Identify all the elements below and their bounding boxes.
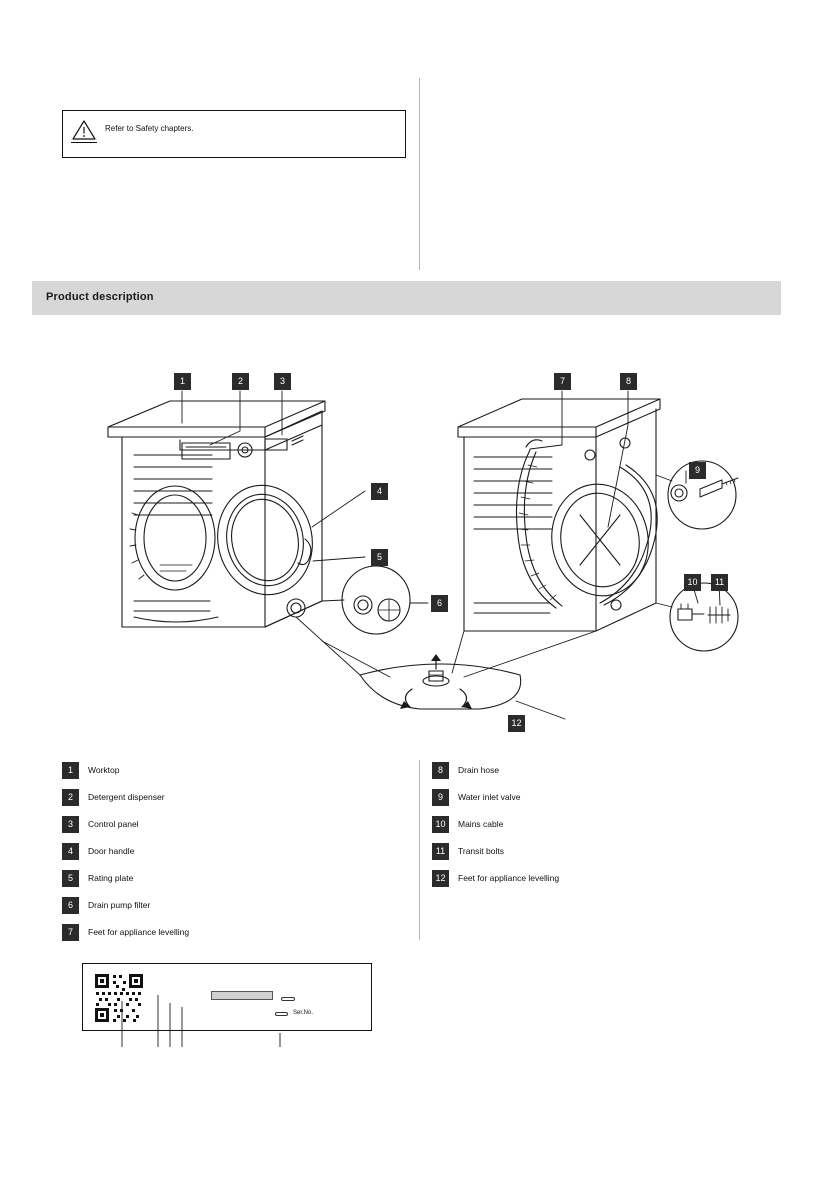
warning-heading-rule	[71, 142, 97, 143]
legend-chip-2: 2	[62, 789, 79, 806]
legend-chip-12: 12	[432, 870, 449, 887]
callout-2: 2	[232, 373, 249, 390]
legend-label-8: Drain hose	[458, 765, 500, 775]
legend-left	[62, 762, 392, 951]
legend-item	[62, 924, 392, 941]
legend-item	[432, 843, 762, 860]
legend-chip-10: 10	[432, 816, 449, 833]
legend-chip-4: 4	[62, 843, 79, 860]
legend-chip-3: 3	[62, 816, 79, 833]
legend-label-1: Worktop	[88, 765, 120, 775]
column-divider-top	[419, 78, 420, 270]
callout-5: 5	[371, 549, 388, 566]
rating-plate-leader-lines	[82, 985, 382, 1065]
legend-chip-7: 7	[62, 924, 79, 941]
callout-4: 4	[371, 483, 388, 500]
legend-label-11: Transit bolts	[458, 846, 504, 856]
warning-text: Refer to Safety chapters.	[105, 124, 194, 133]
section-banner	[32, 281, 781, 315]
column-divider-bottom	[419, 760, 420, 940]
legend-item	[62, 789, 392, 806]
product-description-figure	[60, 355, 780, 745]
legend-item	[432, 870, 762, 887]
legend-label-3: Control panel	[88, 819, 139, 829]
legend-label-9: Water inlet valve	[458, 792, 521, 802]
callout-6: 6	[431, 595, 448, 612]
legend-right	[432, 762, 762, 897]
legend-label-6: Drain pump filter	[88, 900, 151, 910]
legend-chip-11: 11	[432, 843, 449, 860]
section-title: Product description	[46, 291, 154, 303]
callout-8: 8	[620, 373, 637, 390]
callout-3: 3	[274, 373, 291, 390]
appliance-diagram	[60, 355, 780, 745]
callout-11: 11	[711, 574, 728, 591]
legend-item	[62, 897, 392, 914]
legend-chip-6: 6	[62, 897, 79, 914]
legend-item	[432, 816, 762, 833]
legend-item	[432, 789, 762, 806]
legend-item	[62, 870, 392, 887]
serial-label: Ser.No.	[293, 1010, 314, 1016]
legend-label-7: Feet for appliance levelling	[88, 927, 190, 937]
callout-1: 1	[174, 373, 191, 390]
legend-label-12: Feet for appliance levelling	[458, 873, 560, 883]
legend-label-4: Door handle	[88, 846, 135, 856]
legend-item	[62, 762, 392, 779]
legend-label-10: Mains cable	[458, 819, 504, 829]
legend-item	[62, 843, 392, 860]
legend-label-2: Detergent dispenser	[88, 792, 165, 802]
legend-item	[432, 762, 762, 779]
callout-9: 9	[689, 462, 706, 479]
callout-12: 12	[508, 715, 525, 732]
legend-chip-1: 1	[62, 762, 79, 779]
callout-7: 7	[554, 373, 571, 390]
warning-box	[62, 110, 406, 158]
callout-10: 10	[684, 574, 701, 591]
legend-chip-8: 8	[432, 762, 449, 779]
legend-chip-9: 9	[432, 789, 449, 806]
warning-triangle-icon	[71, 119, 97, 141]
legend-label-5: Rating plate	[88, 873, 134, 883]
legend-chip-5: 5	[62, 870, 79, 887]
legend-item	[62, 816, 392, 833]
